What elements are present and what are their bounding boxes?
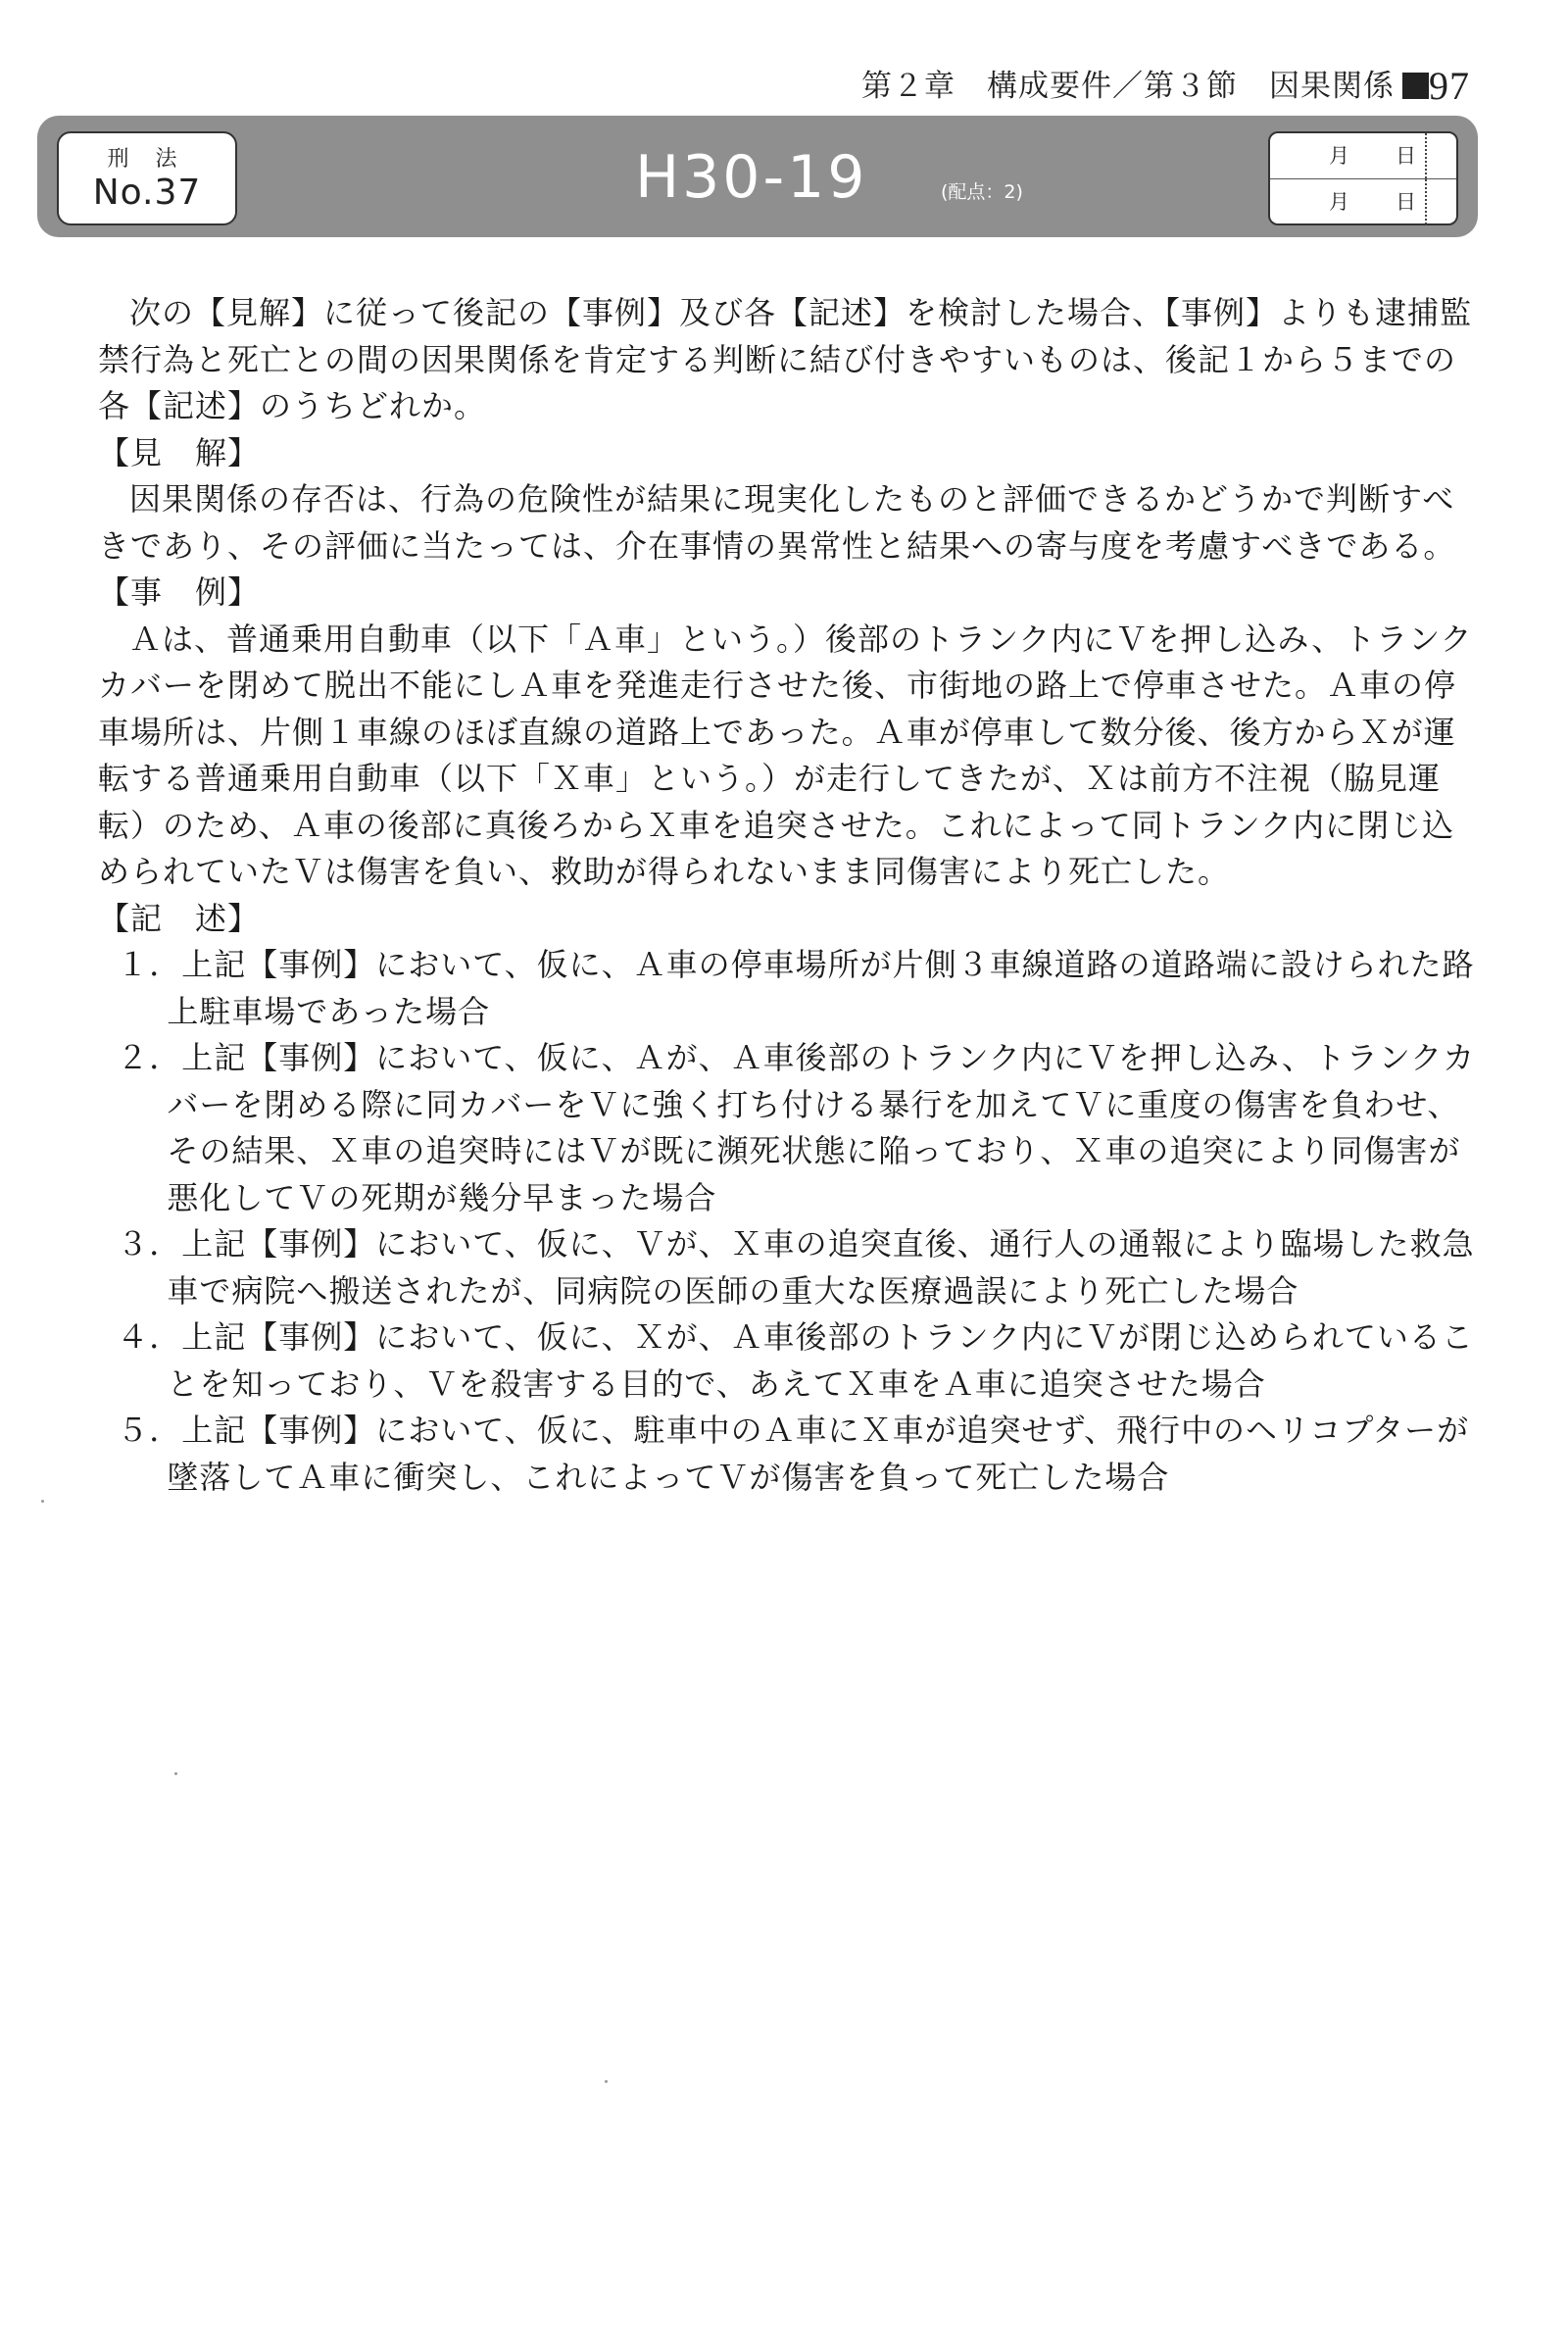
subject-box	[57, 131, 237, 225]
question-body	[98, 290, 1485, 1501]
question-number: No.37	[92, 173, 202, 213]
case-text: Ａは、普通乗用自動車（以下「Ａ車」という。）後部のトランク内にＶを押し込み、トランクカバーを閉めて脱出不能にしＡ車を発進走行させた後、市街地の路上で停車させた。Ａ車の停車場所は、片側１車線のほぼ直線の道路上であった。Ａ車が停車して数分後、後方からＸが運転する普通乗用自動車（以下「Ｘ車」という。）が走行してきたが、Ｘは前方不注視（脇見運転）のため、Ａ車の後部に真後ろからＸ車を追突させた。これによって同トランク内に閉じ込められていたＶは傷害を負い、救助が得られないまま同傷害により死亡した。	[98, 619, 1473, 890]
scan-speck	[174, 1772, 177, 1775]
date-row-2	[1270, 179, 1456, 224]
question-intro: 次の【見解】に従って後記の【事例】及び各【記述】を検討した場合、【事例】よりも逮捕監禁行為と死亡との間の因果関係を肯定する判断に結び付きやすいものは、後記１から５までの各【記述】のうちどれか。	[98, 294, 1473, 424]
question-code: H30-19	[635, 143, 868, 212]
statement-item: ２．上記【事例】において、仮に、Ａが、Ａ車後部のトランク内にＶを押し込み、トランクカバーを閉める際に同カバーをＶに強く打ち付ける暴行を加えてＶに重度の傷害を負わせ、その結果、Ｘ車の追突時にはＶが既に瀕死状態に陥っており、Ｘ車の追突により同傷害が悪化してＶの死期が幾分早まった場合	[117, 1039, 1476, 1216]
view-text: 因果関係の存否は、行為の危険性が結果に現実化したものと評価できるかどうかで判断すべきであり、その評価に当たっては、介在事情の異常性と結果への寄与度を考慮すべきである。	[98, 480, 1456, 565]
statement-item: ４．上記【事例】において、仮に、Ｘが、Ａ車後部のトランク内にＶが閉じ込められていることを知っており、Ｖを殺害する目的で、あえてＸ車をＡ車に追突させた場合	[117, 1318, 1474, 1403]
day-label: 日	[1396, 144, 1416, 168]
black-square-icon	[1402, 73, 1429, 99]
scan-speck	[41, 1500, 44, 1503]
running-head	[861, 61, 1470, 109]
case-heading: 【事 例】	[98, 573, 261, 611]
subject-label: 刑 法	[107, 147, 187, 172]
scan-speck	[605, 2080, 608, 2083]
check-column-divider	[1425, 179, 1427, 224]
question-header-bar	[37, 116, 1478, 237]
page-number: 97	[1429, 64, 1470, 108]
statement-item: ３．上記【事例】において、仮に、Ｖが、Ｘ車の追突直後、通行人の通報により臨場した救急車で病院へ搬送されたが、同病院の医師の重大な医療過誤により死亡した場合	[117, 1225, 1475, 1310]
check-column-divider	[1425, 133, 1427, 178]
month-label: 月	[1329, 144, 1349, 168]
statements-heading: 【記 述】	[98, 899, 261, 937]
statement-item: ５．上記【事例】において、仮に、駐車中のＡ車にＸ車が追突せず、飛行中のヘリコプターが墜落してＡ車に衝突し、これによってＶが傷害を負って死亡した場合	[117, 1412, 1470, 1496]
day-label: 日	[1396, 190, 1416, 214]
view-heading: 【見 解】	[98, 433, 261, 471]
question-points: (配点：2)	[941, 181, 1023, 203]
date-row-1	[1270, 133, 1456, 179]
statement-item: １．上記【事例】において、仮に、Ａ車の停車場所が片側３車線道路の道路端に設けられた路上駐車場であった場合	[117, 946, 1475, 1030]
month-label: 月	[1329, 190, 1349, 214]
study-date-box	[1268, 131, 1458, 225]
running-head-text: 第２章 構成要件／第３節 因果関係	[861, 69, 1395, 104]
